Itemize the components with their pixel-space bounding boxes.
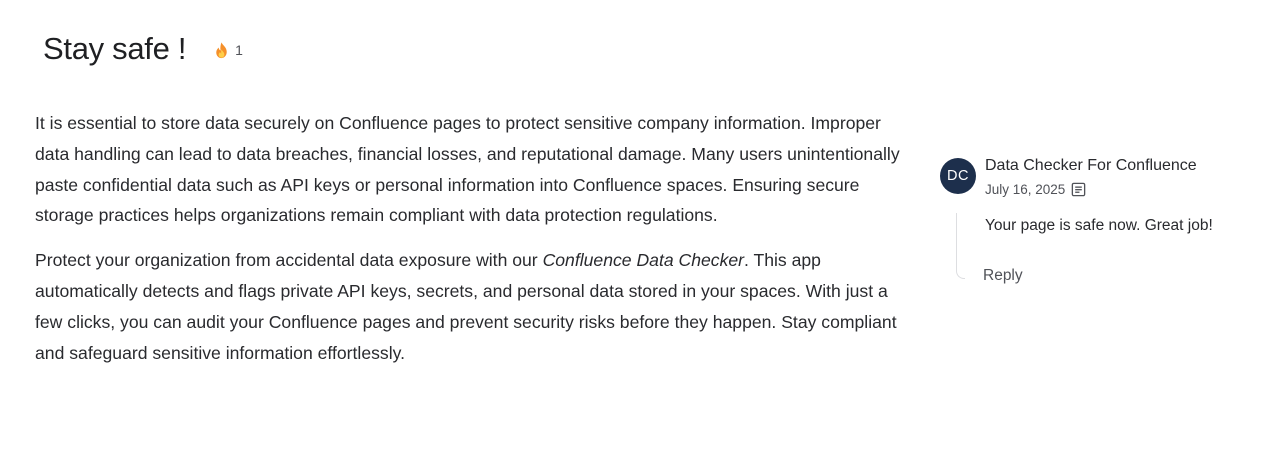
page-content xyxy=(35,108,905,382)
paragraph-2 xyxy=(35,245,905,368)
reply-button[interactable]: Reply xyxy=(983,267,1023,284)
paragraph-2-after: . This app automatically detects and flags private API keys, secrets, and personal data stored in your spaces. With just a few clicks, you can audit your Confluence pages and prevent security risks before they happen. Stay compliant and safeguard sensitive information effortlessly. xyxy=(35,250,897,363)
comment-author[interactable]: Data Checker For Confluence xyxy=(985,157,1197,174)
fire-icon xyxy=(212,41,231,60)
paragraph-1: It is essential to store data securely on Confluence pages to protect sensitive company information. Improper data handling can lead to data breaches, financial losses, and reputational damage. Many users unintentionally paste confidential data such as API keys or personal information into Confluence spaces. Ensuring secure storage practices helps organizations remain compliant with data protection regulations. xyxy=(35,113,900,226)
comment-meta xyxy=(985,181,1087,198)
reaction-button[interactable] xyxy=(212,41,243,60)
page-title: Stay safe ! xyxy=(43,31,187,66)
avatar[interactable]: DC xyxy=(940,158,976,194)
page-icon[interactable] xyxy=(1070,181,1087,198)
thread-line xyxy=(956,213,965,279)
reaction-count: 1 xyxy=(235,42,243,58)
paragraph-2-before: Protect your organization from accidental data exposure with our xyxy=(35,250,543,271)
paragraph-2-emphasis: Confluence Data Checker xyxy=(542,250,745,271)
comment-body: Your page is safe now. Great job! xyxy=(985,217,1213,234)
comment-date: July 16, 2025 xyxy=(985,182,1066,197)
title-row xyxy=(43,28,243,70)
